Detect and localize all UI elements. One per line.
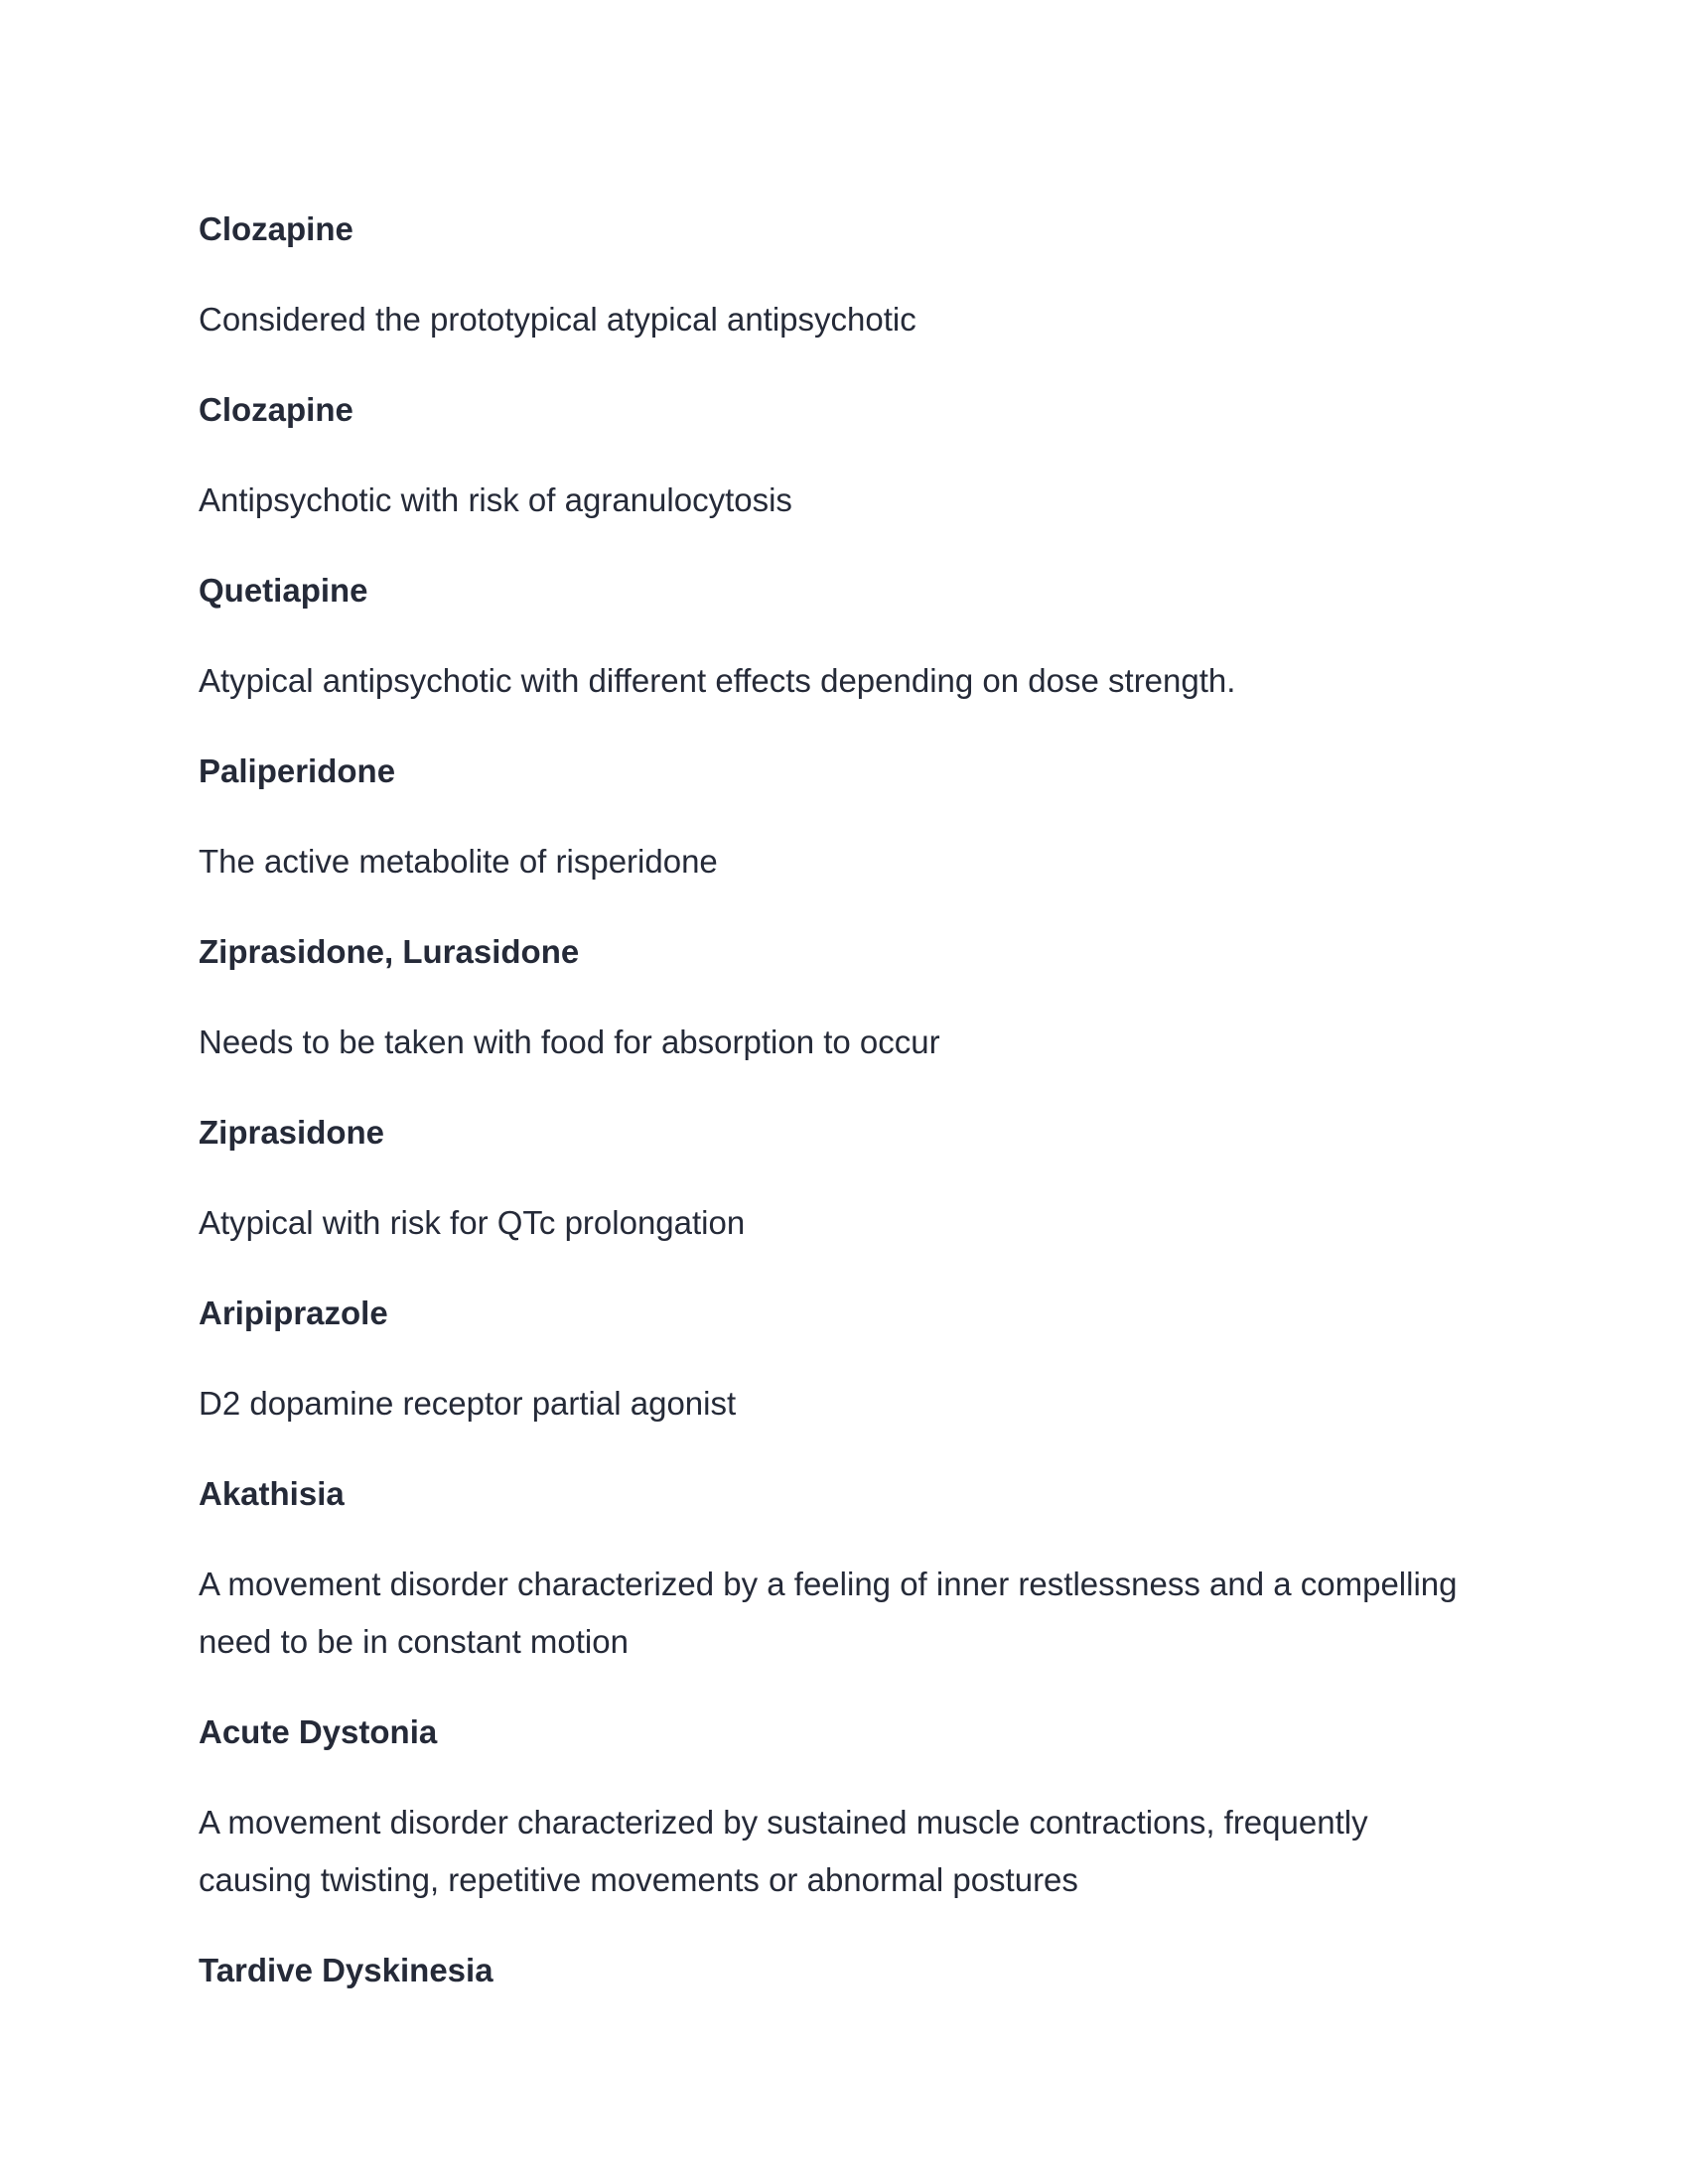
term-4: Paliperidone — [199, 752, 396, 789]
term-7: Aripiprazole — [199, 1295, 388, 1331]
definition-1: Considered the prototypical atypical antipsychotic — [199, 301, 916, 338]
term-5: Ziprasidone, Lurasidone — [199, 933, 580, 970]
term-8: Akathisia — [199, 1475, 345, 1512]
term-1: Clozapine — [199, 210, 353, 247]
term-2: Clozapine — [199, 391, 353, 428]
term-6: Ziprasidone — [199, 1114, 385, 1151]
definition-2: Antipsychotic with risk of agranulocytosis — [199, 481, 792, 518]
document-page — [199, 201, 1489, 2032]
definition-3: Atypical antipsychotic with different effects depending on dose strength. — [199, 662, 1236, 699]
term-10: Tardive Dyskinesia — [199, 1952, 493, 1988]
definition-4: The active metabolite of risperidone — [199, 843, 718, 880]
definition-5: Needs to be taken with food for absorption to occur — [199, 1024, 940, 1060]
definition-6: Atypical with risk for QTc prolongation — [199, 1204, 746, 1241]
term-3: Quetiapine — [199, 572, 368, 609]
term-9: Acute Dystonia — [199, 1713, 438, 1750]
definition-9: A movement disorder characterized by sustained muscle contractions, frequently causing twisting, repetitive movements or abnormal postures — [199, 1804, 1368, 1898]
definition-7: D2 dopamine receptor partial agonist — [199, 1385, 737, 1422]
definition-8: A movement disorder characterized by a feeling of inner restlessness and a compelling need to be in constant motion — [199, 1566, 1458, 1660]
